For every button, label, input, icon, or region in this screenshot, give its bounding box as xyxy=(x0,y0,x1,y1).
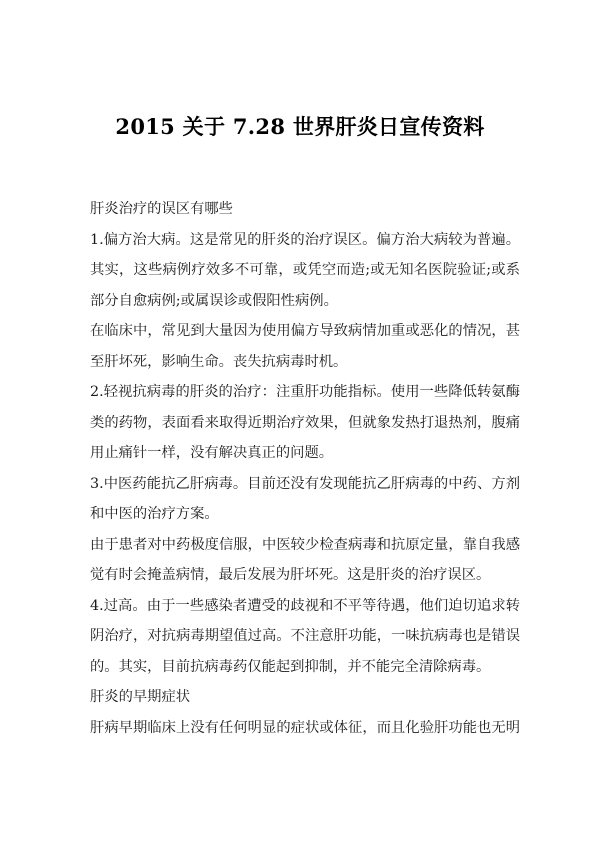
paragraph-line: 肝炎的早期症状 xyxy=(90,689,191,705)
paragraph-line: 阴治疗，对抗病毒期望值过高。不注意肝功能，一味抗病毒也是错误 xyxy=(90,628,520,644)
paragraph-line: 至肝坏死，影响生命。丧失抗病毒时机。 xyxy=(90,353,348,370)
paragraph-line: 1.偏方治大病。这是常见的肝炎的治疗误区。偏方治大病较为普遍。 xyxy=(90,231,520,248)
paragraph-line: 4.过高。由于一些感染者遭受的歧视和不平等待遇，他们迫切追求转 xyxy=(90,597,520,614)
paragraph-line: 觉有时会掩盖病情，最后发展为肝坏死。这是肝炎的治疗误区。 xyxy=(90,567,491,583)
paragraph-line: 用止痛针一样，没有解决真正的问题。 xyxy=(90,445,334,461)
paragraph-line: 和中医的治疗方案。 xyxy=(90,506,219,522)
document-body xyxy=(90,194,520,743)
document-title: 2015 关于 7.28 世界肝炎日宣传资料 xyxy=(115,114,485,139)
paragraph-line: 在临床中，常见到大量因为使用偏方导致病情加重或恶化的情况，甚 xyxy=(90,323,520,339)
paragraph-line: 其实，这些病例疗效多不可靠，或凭空而造;或无知名医院验证;或系 xyxy=(90,262,520,278)
paragraph-line: 部分自愈病例;或属误诊或假阳性病例。 xyxy=(90,292,338,309)
paragraph-line: 3.中医药能抗乙肝病毒。目前还没有发现能抗乙肝病毒的中药、方剂 xyxy=(90,475,520,492)
paragraph-line: 类的药物，表面看来取得近期治疗效果，但就象发热打退热剂，腹痛 xyxy=(90,414,520,431)
paragraph-line: 肝病早期临床上没有任何明显的症状或体征，而且化验肝功能也无明 xyxy=(90,719,520,736)
paragraph-line: 的。其实，目前抗病毒药仅能起到抑制，并不能完全清除病毒。 xyxy=(90,658,491,675)
paragraph-line: 2.轻视抗病毒的肝炎的治疗：注重肝功能指标。使用一些降低转氨酶 xyxy=(90,384,520,400)
paragraph-line: 肝炎治疗的误区有哪些 xyxy=(90,201,233,217)
paragraph-line: 由于患者对中药极度信服，中医较少检查病毒和抗原定量，靠自我感 xyxy=(90,536,520,553)
